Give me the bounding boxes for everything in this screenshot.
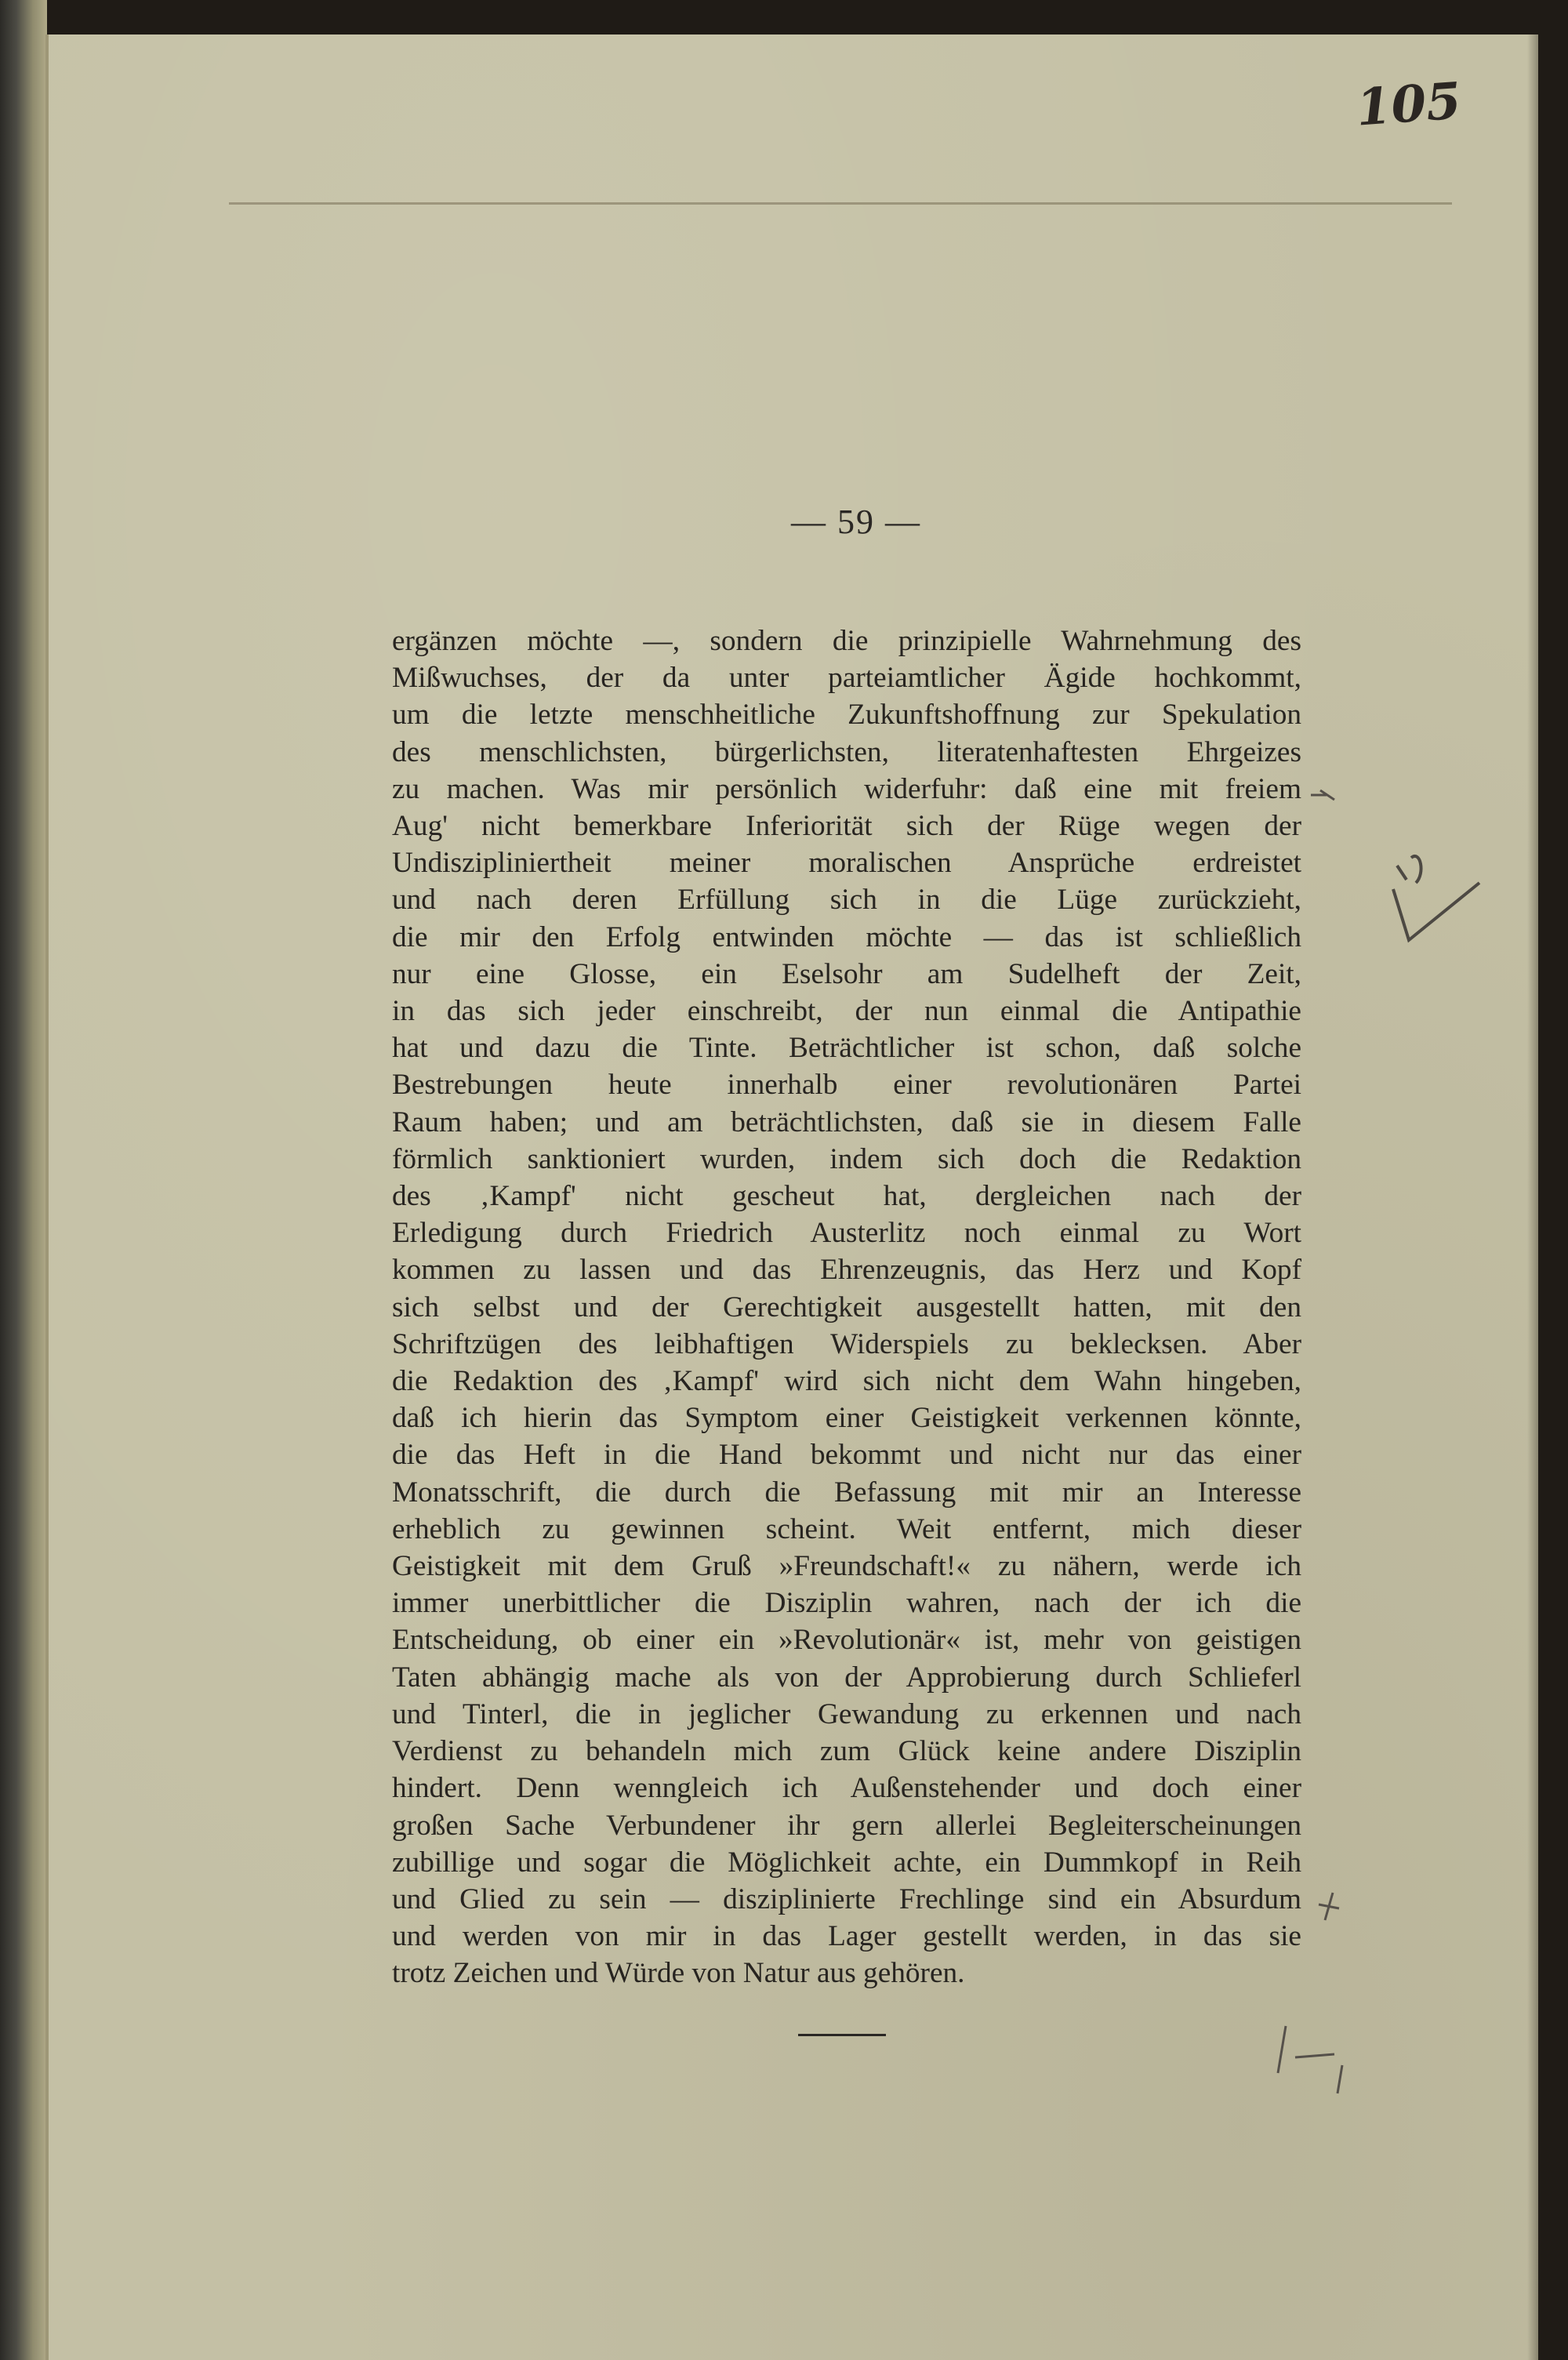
- text-line: zu machen. Was mir persönlich widerfuhr: daß eine mit freiem: [392, 772, 1301, 805]
- text-line: die Redaktion des ‚Kampf' wird sich nicht dem Wahn hingeben,: [392, 1365, 1301, 1398]
- text-line: und werden von mir in das Lager gestellt werden, in das sie: [392, 1920, 1301, 1953]
- text-line: Aug' nicht bemerkbare Inferiorität sich der Rüge wegen der: [392, 810, 1301, 843]
- text-line: Mißwuchses, der da unter parteiamtlicher Ägide hochkommt,: [392, 662, 1301, 695]
- margin-checkmark-icon: [1350, 834, 1491, 960]
- text-line: großen Sache Verbundener ihr gern allerlei Begleiterscheinungen: [392, 1809, 1301, 1842]
- text-line: Entscheidung, ob einer ein »Revolutionär« ist, mehr von geistigen: [392, 1624, 1301, 1657]
- page-edge-shadow: [1527, 34, 1538, 2360]
- text-line: trotz Zeichen und Würde von Natur aus gehören.: [392, 1957, 965, 1990]
- text-line: immer unerbittlicher die Disziplin wahren, nach der ich die: [392, 1587, 1301, 1620]
- archive-folio-number: 105: [1354, 71, 1464, 138]
- text-line: Erledigung durch Friedrich Austerlitz noch einmal zu Wort: [392, 1217, 1301, 1250]
- text-line: die mir den Erfolg entwinden möchte — das ist schließlich: [392, 920, 1301, 953]
- text-line: in das sich jeder einschreibt, der nun einmal die Antipathie: [392, 995, 1301, 1028]
- text-line: hat und dazu die Tinte. Beträchtlicher ist schon, daß solche: [392, 1032, 1301, 1065]
- text-line: Geistigkeit mit dem Gruß »Freundschaft!« zu nähern, werde ich: [392, 1550, 1301, 1583]
- fold-line: [229, 202, 1452, 205]
- margin-tick-icon: [1303, 779, 1350, 819]
- text-line: des ‚Kampf' nicht gescheut hat, dergleichen nach der: [392, 1180, 1301, 1213]
- text-line: daß ich hierin das Symptom einer Geistigkeit verkennen könnte,: [392, 1402, 1301, 1435]
- text-line: Bestrebungen heute innerhalb einer revolutionären Partei: [392, 1069, 1301, 1102]
- text-line: und Tinterl, die in jeglicher Gewandung zu erkennen und nach: [392, 1697, 1301, 1730]
- text-line: zubillige und sogar die Möglichkeit achte, ein Dummkopf in Reih: [392, 1846, 1301, 1879]
- text-line: und nach deren Erfüllung sich in die Lüge zurückzieht,: [392, 884, 1301, 917]
- binding-edge: [0, 0, 47, 2360]
- end-rule: [798, 2034, 886, 2036]
- text-line: Monatsschrift, die durch die Befassung mit mir an Interesse: [392, 1476, 1301, 1509]
- text-line: um die letzte menschheitliche Zukunftshoffnung zur Spekulation: [392, 699, 1301, 732]
- page-number: — 59 —: [791, 503, 921, 541]
- text-line: erheblich zu gewinnen scheint. Weit entfernt, mich dieser: [392, 1512, 1301, 1545]
- text-line: hindert. Denn wenngleich ich Außenstehender und doch einer: [392, 1772, 1301, 1805]
- text-line: nur eine Glosse, ein Eselsohr am Sudelheft der Zeit,: [392, 957, 1301, 990]
- text-line: Verdienst zu behandeln mich zum Glück keine andere Disziplin: [392, 1735, 1301, 1768]
- text-line: des menschlichsten, bürgerlichsten, literatenhaftesten Ehrgeizes: [392, 735, 1301, 768]
- margin-mark-icon: [1309, 1885, 1348, 1932]
- text-line: und Glied zu sein — disziplinierte Frechlinge sind ein Absurdum: [392, 1883, 1301, 1915]
- text-line: Schriftzügen des leibhaftigen Widerspiels zu beklecksen. Aber: [392, 1327, 1301, 1360]
- text-line: Undiszipliniertheit meiner moralischen Ansprüche erdreistet: [392, 847, 1301, 880]
- margin-slash-icon: [1256, 2018, 1366, 2097]
- text-line: kommen zu lassen und das Ehrenzeugnis, das Herz und Kopf: [392, 1254, 1301, 1287]
- body-text: [392, 623, 1301, 1992]
- text-line: Raum haben; und am beträchtlichsten, daß sie in diesem Falle: [392, 1106, 1301, 1138]
- text-line: förmlich sanktioniert wurden, indem sich doch die Redaktion: [392, 1142, 1301, 1175]
- text-line: ergänzen möchte —, sondern die prinzipielle Wahrnehmung des: [392, 625, 1301, 657]
- text-line: Taten abhängig mache als von der Approbierung durch Schlieferl: [392, 1661, 1301, 1694]
- text-line: die das Heft in die Hand bekommt und nicht nur das einer: [392, 1439, 1301, 1472]
- text-line: sich selbst und der Gerechtigkeit ausgestellt hatten, mit den: [392, 1291, 1301, 1323]
